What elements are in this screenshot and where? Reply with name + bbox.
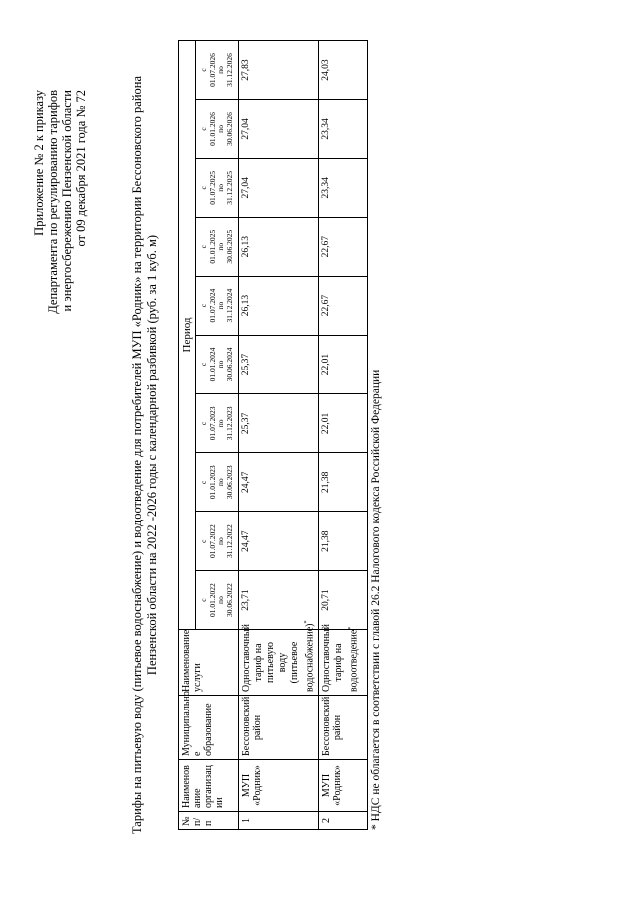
title-line-1: Тарифы на питьевую воду (питьевое водоснабжение) и водоотведение для потребителей МУП «Родник» на территории Бессоновского района <box>130 75 144 835</box>
tariff-table <box>178 40 368 830</box>
period-header-6 <box>196 276 239 335</box>
period-part: по <box>216 478 225 487</box>
tariff-value: 24,47 <box>239 512 319 571</box>
period-header-8 <box>196 158 239 217</box>
period-part: 01.01.2025 <box>207 229 217 264</box>
period-part: с <box>199 598 208 602</box>
period-part: с <box>199 68 208 72</box>
period-part: по <box>216 242 225 251</box>
tariff-value: 22,01 <box>319 335 368 394</box>
service-name: Одноставочный тариф на питьевую воду (питьевое водоснабжение) <box>241 623 316 692</box>
row-municipality: Бессоновский район <box>239 696 319 760</box>
footnote-vat: * НДС не облагается в соответствии с главой 26.2 Налогового кодекса Российской Федерации <box>370 369 382 830</box>
tariff-value: 22,67 <box>319 217 368 276</box>
period-part: 30.06.2025 <box>224 229 234 264</box>
tariff-value: 26,13 <box>239 276 319 335</box>
tariff-value: 21,38 <box>319 512 368 571</box>
approval-stamp <box>32 90 88 470</box>
tariff-value: 26,13 <box>239 217 319 276</box>
row-organization: МУП «Родник» <box>319 760 368 812</box>
period-part: 01.07.2025 <box>207 170 217 205</box>
approval-line-3: и энергосбережению Пензенской области <box>60 90 74 312</box>
row-service <box>239 620 319 696</box>
period-part: 01.07.2026 <box>207 53 217 87</box>
period-part: 01.01.2023 <box>207 465 217 500</box>
period-part: 31.12.2024 <box>224 288 234 323</box>
period-part: по <box>216 301 225 310</box>
header-organization: Наименов ание организац ии <box>179 760 239 812</box>
period-header-3 <box>196 453 239 512</box>
tariff-value: 27,04 <box>239 99 319 158</box>
approval-line-1: Приложение № 2 к приказу <box>32 90 46 236</box>
row-number: 1 <box>239 812 319 830</box>
period-part: 01.07.2023 <box>207 406 217 441</box>
table-row <box>239 41 319 830</box>
tariff-value: 24,47 <box>239 453 319 512</box>
row-organization: МУП «Родник» <box>239 760 319 812</box>
period-part: по <box>216 66 225 74</box>
document-title <box>130 75 160 835</box>
row-service <box>319 624 368 696</box>
period-part: 31.12.2023 <box>224 406 234 441</box>
period-part: 30.06.2024 <box>224 347 234 382</box>
header-period: Период <box>179 41 196 630</box>
period-header-7 <box>196 217 239 276</box>
tariff-value: 23,34 <box>319 99 368 158</box>
tariff-table-body <box>239 41 368 830</box>
approval-line-2: Департамента по регулированию тарифов <box>46 90 60 314</box>
tariff-value: 25,37 <box>239 394 319 453</box>
period-part: по <box>216 596 225 604</box>
period-part: 01.01.2022 <box>207 583 217 617</box>
footnote-mark: * <box>304 620 310 624</box>
period-part: по <box>216 125 225 133</box>
period-part: 31.12.2025 <box>224 170 234 205</box>
period-part: 30.06.2022 <box>224 583 234 617</box>
tariff-value: 24,03 <box>319 41 368 100</box>
period-part: с <box>199 245 208 249</box>
service-name: Одноставочный тариф на водоотведение <box>321 624 360 692</box>
period-part: по <box>216 183 225 192</box>
period-part: по <box>216 419 225 428</box>
header-num: № п/п <box>179 812 239 830</box>
title-line-2: Пензенской области на 2022 -2026 годы с календарной разбивкой (руб. за 1 куб. м) <box>145 234 159 676</box>
header-service: Наименование услуги <box>179 630 239 696</box>
period-part: с <box>199 303 208 308</box>
period-part: с <box>199 421 208 426</box>
period-part: 30.06.2023 <box>224 465 234 500</box>
period-part: с <box>199 362 208 367</box>
period-header-2 <box>196 512 239 571</box>
period-part: 31.12.2022 <box>224 524 234 559</box>
tariff-value: 25,37 <box>239 335 319 394</box>
period-header-1 <box>196 571 239 630</box>
period-part: 30.06.2026 <box>224 112 234 146</box>
period-part: с <box>199 186 208 190</box>
row-municipality: Бессоновский район <box>319 696 368 760</box>
tariff-value: 27,83 <box>239 41 319 100</box>
period-part: с <box>199 127 208 131</box>
tariff-value: 27,04 <box>239 158 319 217</box>
tariff-value: 23,34 <box>319 158 368 217</box>
period-part: с <box>199 539 208 543</box>
period-header-4 <box>196 394 239 453</box>
period-part: 01.01.2026 <box>207 112 217 146</box>
row-number: 2 <box>319 812 368 830</box>
approval-line-4: от 09 декабря 2021 года № 72 <box>74 90 88 247</box>
period-header-5 <box>196 335 239 394</box>
tariff-value: 22,67 <box>319 276 368 335</box>
period-header-10 <box>196 41 239 100</box>
period-header-9 <box>196 99 239 158</box>
header-municipality: Муниципально е образование <box>179 696 239 760</box>
period-part: 01.07.2024 <box>207 288 217 323</box>
period-part: 01.01.2024 <box>207 347 217 382</box>
period-part: по <box>216 360 225 369</box>
period-part: 31.12.2026 <box>224 53 234 87</box>
period-part: по <box>216 537 225 546</box>
table-row <box>319 41 368 830</box>
tariff-value: 23,71 <box>239 571 319 630</box>
tariff-value: 21,38 <box>319 453 368 512</box>
period-part: 01.07.2022 <box>207 524 217 559</box>
footnote-mark: * <box>348 626 355 630</box>
tariff-value: 22,01 <box>319 394 368 453</box>
period-part: с <box>199 480 208 484</box>
tariff-value: 20,71 <box>319 571 368 630</box>
